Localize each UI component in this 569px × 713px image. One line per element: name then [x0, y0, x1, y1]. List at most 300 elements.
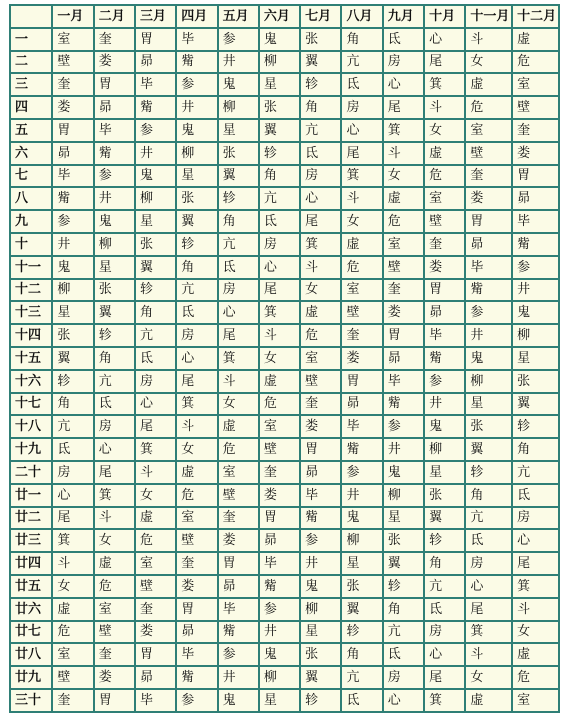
table-cell: 翼: [176, 210, 217, 233]
table-cell: 参: [218, 28, 259, 51]
table-cell: 危: [94, 575, 135, 598]
table-cell: 斗: [465, 643, 512, 666]
table-cell: 参: [341, 461, 382, 484]
table-cell: 箕: [341, 165, 382, 188]
table-cell: 房: [52, 461, 93, 484]
table-cell: 虚: [512, 643, 559, 666]
row-header-day: 十七: [10, 393, 52, 416]
table-cell: 毕: [512, 210, 559, 233]
table-row: [10, 393, 559, 416]
row-header-day: 廿五: [10, 575, 52, 598]
table-row: [10, 370, 559, 393]
table-cell: 壁: [176, 529, 217, 552]
table-cell: 轸: [218, 187, 259, 210]
table-cell: 轸: [300, 73, 341, 96]
table-cell: 亢: [135, 324, 176, 347]
table-cell: 氐: [341, 73, 382, 96]
table-row: [10, 96, 559, 119]
table-cell: 张: [259, 96, 300, 119]
table-cell: 参: [465, 301, 512, 324]
table-cell: 参: [176, 73, 217, 96]
table-cell: 尾: [341, 142, 382, 165]
table-cell: 角: [341, 28, 382, 51]
table-cell: 奎: [94, 28, 135, 51]
table-cell: 奎: [383, 279, 424, 302]
table-cell: 娄: [424, 256, 465, 279]
table-cell: 女: [176, 438, 217, 461]
table-cell: 斗: [465, 28, 512, 51]
table-cell: 斗: [52, 552, 93, 575]
table-row: [10, 507, 559, 530]
table-cell: 觜: [94, 142, 135, 165]
table-cell: 房: [259, 233, 300, 256]
table-cell: 角: [512, 438, 559, 461]
table-cell: 柳: [300, 598, 341, 621]
table-cell: 翼: [383, 552, 424, 575]
table-cell: 危: [259, 393, 300, 416]
table-cell: 昴: [218, 575, 259, 598]
table-cell: 鬼: [218, 73, 259, 96]
table-cell: 井: [341, 484, 382, 507]
table-cell: 心: [383, 689, 424, 712]
table-cell: 参: [383, 415, 424, 438]
lunar-mansion-table: [9, 4, 560, 713]
table-cell: 房: [135, 370, 176, 393]
table-cell: 斗: [135, 461, 176, 484]
table-cell: 氐: [465, 529, 512, 552]
table-cell: 参: [52, 210, 93, 233]
table-cell: 尾: [424, 666, 465, 689]
table-row: [10, 28, 559, 51]
row-header-day: 八: [10, 187, 52, 210]
table-cell: 觜: [52, 187, 93, 210]
table-cell: 房: [218, 279, 259, 302]
table-row: [10, 51, 559, 74]
table-cell: 觜: [135, 96, 176, 119]
table-cell: 壁: [259, 438, 300, 461]
table-cell: 壁: [424, 210, 465, 233]
table-cell: 斗: [259, 324, 300, 347]
table-cell: 鬼: [512, 301, 559, 324]
table-cell: 翼: [341, 598, 382, 621]
table-cell: 奎: [52, 689, 93, 712]
table-cell: 斗: [94, 507, 135, 530]
table-cell: 鬼: [300, 575, 341, 598]
table-cell: 亢: [465, 507, 512, 530]
table-cell: 胃: [424, 279, 465, 302]
table-cell: 心: [135, 393, 176, 416]
table-cell: 毕: [218, 598, 259, 621]
table-row: [10, 484, 559, 507]
table-cell: 室: [512, 73, 559, 96]
table-cell: 娄: [465, 187, 512, 210]
table-cell: 柳: [218, 96, 259, 119]
table-cell: 毕: [176, 643, 217, 666]
table-row: [10, 621, 559, 644]
table-cell: 尾: [300, 210, 341, 233]
table-cell: 室: [300, 347, 341, 370]
row-header-day: 一: [10, 28, 52, 51]
table-cell: 心: [259, 256, 300, 279]
table-cell: 星: [341, 552, 382, 575]
table-cell: 昴: [176, 621, 217, 644]
table-cell: 危: [512, 666, 559, 689]
table-cell: 张: [135, 233, 176, 256]
table-cell: 鬼: [135, 165, 176, 188]
table-cell: 鬼: [52, 256, 93, 279]
table-cell: 房: [176, 324, 217, 347]
table-cell: 张: [424, 484, 465, 507]
table-cell: 胃: [300, 438, 341, 461]
table-cell: 星: [52, 301, 93, 324]
table-cell: 星: [512, 347, 559, 370]
table-cell: 井: [424, 393, 465, 416]
table-cell: 毕: [52, 165, 93, 188]
table-row: [10, 461, 559, 484]
row-header-day: 廿七: [10, 621, 52, 644]
table-cell: 斗: [512, 598, 559, 621]
table-cell: 心: [300, 187, 341, 210]
table-cell: 室: [135, 552, 176, 575]
table-cell: 斗: [176, 415, 217, 438]
table-cell: 氐: [94, 393, 135, 416]
column-header-month: 五月: [218, 5, 259, 28]
table-cell: 心: [465, 575, 512, 598]
table-cell: 女: [94, 529, 135, 552]
table-cell: 亢: [218, 233, 259, 256]
table-cell: 箕: [94, 484, 135, 507]
table-cell: 星: [259, 689, 300, 712]
table-cell: 井: [218, 51, 259, 74]
table-cell: 房: [94, 415, 135, 438]
table-cell: 尾: [218, 324, 259, 347]
table-cell: 危: [300, 324, 341, 347]
table-cell: 柳: [52, 279, 93, 302]
table-cell: 氐: [424, 598, 465, 621]
column-header-month: 三月: [135, 5, 176, 28]
table-cell: 亢: [341, 51, 382, 74]
table-cell: 柳: [341, 529, 382, 552]
table-cell: 毕: [424, 324, 465, 347]
table-cell: 氐: [135, 347, 176, 370]
table-cell: 亢: [383, 621, 424, 644]
table-cell: 亢: [94, 370, 135, 393]
table-cell: 昴: [94, 96, 135, 119]
table-cell: 危: [424, 165, 465, 188]
table-cell: 昴: [341, 393, 382, 416]
column-header-month: 二月: [94, 5, 135, 28]
table-cell: 室: [52, 643, 93, 666]
table-cell: 室: [383, 233, 424, 256]
row-header-day: 五: [10, 119, 52, 142]
row-header-day: 二十: [10, 461, 52, 484]
table-cell: 昴: [424, 301, 465, 324]
table-cell: 轸: [424, 529, 465, 552]
table-cell: 娄: [52, 96, 93, 119]
table-cell: 娄: [176, 575, 217, 598]
table-cell: 娄: [300, 415, 341, 438]
table-row: [10, 575, 559, 598]
table-cell: 胃: [94, 689, 135, 712]
table-cell: 尾: [424, 51, 465, 74]
table-cell: 奎: [300, 393, 341, 416]
table-cell: 参: [176, 689, 217, 712]
table-row: [10, 347, 559, 370]
table-cell: 斗: [424, 96, 465, 119]
table-cell: 奎: [218, 507, 259, 530]
table-cell: 鬼: [259, 643, 300, 666]
table-cell: 昴: [465, 233, 512, 256]
table-cell: 角: [341, 643, 382, 666]
table-cell: 心: [52, 484, 93, 507]
table-cell: 壁: [135, 575, 176, 598]
table-cell: 鬼: [94, 210, 135, 233]
table-cell: 觜: [383, 393, 424, 416]
table-row: [10, 279, 559, 302]
table-cell: 昴: [135, 666, 176, 689]
table-cell: 毕: [341, 415, 382, 438]
table-cell: 柳: [512, 324, 559, 347]
table-row: [10, 165, 559, 188]
table-cell: 毕: [465, 256, 512, 279]
row-header-day: 廿一: [10, 484, 52, 507]
table-cell: 角: [383, 598, 424, 621]
table-cell: 尾: [52, 507, 93, 530]
table-cell: 星: [176, 165, 217, 188]
table-cell: 壁: [383, 256, 424, 279]
table-cell: 房: [383, 51, 424, 74]
table-cell: 壁: [512, 96, 559, 119]
table-header-row: [10, 5, 559, 28]
table-cell: 亢: [300, 119, 341, 142]
row-header-day: 十二: [10, 279, 52, 302]
table-cell: 尾: [135, 415, 176, 438]
table-cell: 昴: [259, 529, 300, 552]
row-header-day: 十三: [10, 301, 52, 324]
table-cell: 昴: [135, 51, 176, 74]
table-row: [10, 552, 559, 575]
table-cell: 翼: [135, 256, 176, 279]
table-cell: 参: [94, 165, 135, 188]
table-row: [10, 598, 559, 621]
row-header-day: 十五: [10, 347, 52, 370]
table-cell: 虚: [465, 73, 512, 96]
table-cell: 奎: [176, 552, 217, 575]
row-header-day: 四: [10, 96, 52, 119]
table-cell: 奎: [512, 119, 559, 142]
table-cell: 尾: [512, 552, 559, 575]
table-cell: 女: [465, 666, 512, 689]
table-cell: 危: [135, 529, 176, 552]
table-cell: 胃: [383, 324, 424, 347]
table-cell: 翼: [424, 507, 465, 530]
table-cell: 氐: [512, 484, 559, 507]
table-cell: 氐: [259, 210, 300, 233]
table-cell: 轸: [512, 415, 559, 438]
row-header-day: 廿八: [10, 643, 52, 666]
table-cell: 娄: [512, 142, 559, 165]
table-cell: 女: [383, 165, 424, 188]
table-cell: 虚: [512, 28, 559, 51]
column-header-month: 九月: [383, 5, 424, 28]
table-row: [10, 689, 559, 712]
table-cell: 氐: [218, 256, 259, 279]
table-cell: 室: [512, 689, 559, 712]
table-row: [10, 142, 559, 165]
table-cell: 斗: [383, 142, 424, 165]
table-cell: 氐: [383, 28, 424, 51]
table-cell: 鬼: [465, 347, 512, 370]
column-header-month: 一月: [52, 5, 93, 28]
table-cell: 昴: [300, 461, 341, 484]
table-cell: 娄: [383, 301, 424, 324]
table-row: [10, 324, 559, 347]
table-cell: 虚: [341, 233, 382, 256]
table-body: [10, 28, 559, 712]
table-cell: 觜: [424, 347, 465, 370]
table-cell: 毕: [135, 73, 176, 96]
table-cell: 鬼: [383, 461, 424, 484]
table-cell: 张: [465, 415, 512, 438]
table-row: [10, 415, 559, 438]
table-cell: 危: [465, 96, 512, 119]
table-cell: 觜: [341, 438, 382, 461]
table-cell: 胃: [135, 28, 176, 51]
table-row: [10, 666, 559, 689]
table-cell: 井: [176, 96, 217, 119]
table-cell: 觜: [465, 279, 512, 302]
column-header-month: 四月: [176, 5, 217, 28]
table-cell: 鬼: [259, 28, 300, 51]
table-cell: 角: [218, 210, 259, 233]
table-cell: 轸: [259, 142, 300, 165]
table-cell: 壁: [341, 301, 382, 324]
table-cell: 柳: [176, 142, 217, 165]
table-cell: 胃: [218, 552, 259, 575]
table-cell: 心: [341, 119, 382, 142]
table-cell: 角: [176, 256, 217, 279]
table-cell: 箕: [300, 233, 341, 256]
table-cell: 女: [424, 119, 465, 142]
table-cell: 毕: [176, 28, 217, 51]
table-cell: 箕: [465, 621, 512, 644]
table-cell: 鬼: [176, 119, 217, 142]
row-header-day: 二: [10, 51, 52, 74]
table-cell: 斗: [300, 256, 341, 279]
table-cell: 女: [465, 51, 512, 74]
table-cell: 壁: [218, 484, 259, 507]
table-cell: 箕: [52, 529, 93, 552]
table-cell: 房: [465, 552, 512, 575]
table-cell: 女: [341, 210, 382, 233]
table-cell: 翼: [52, 347, 93, 370]
table-cell: 柳: [465, 370, 512, 393]
table-cell: 氐: [383, 643, 424, 666]
table-cell: 虚: [218, 415, 259, 438]
table-cell: 心: [383, 73, 424, 96]
row-header-day: 三: [10, 73, 52, 96]
row-header-day: 六: [10, 142, 52, 165]
column-header-month: 十一月: [465, 5, 512, 28]
table-cell: 斗: [341, 187, 382, 210]
table-cell: 女: [52, 575, 93, 598]
table-cell: 室: [218, 461, 259, 484]
table-cell: 房: [512, 507, 559, 530]
table-cell: 角: [300, 96, 341, 119]
table-cell: 壁: [300, 370, 341, 393]
table-cell: 井: [512, 279, 559, 302]
table-cell: 鬼: [424, 415, 465, 438]
table-cell: 星: [383, 507, 424, 530]
table-cell: 轸: [52, 370, 93, 393]
table-cell: 翼: [94, 301, 135, 324]
table-cell: 危: [341, 256, 382, 279]
table-cell: 张: [300, 643, 341, 666]
table-cell: 张: [176, 187, 217, 210]
table-cell: 毕: [383, 370, 424, 393]
table-cell: 张: [341, 575, 382, 598]
table-cell: 奎: [52, 73, 93, 96]
row-header-day: 十四: [10, 324, 52, 347]
table-cell: 轸: [341, 621, 382, 644]
table-cell: 娄: [94, 51, 135, 74]
table-cell: 尾: [465, 598, 512, 621]
table-cell: 心: [512, 529, 559, 552]
table-cell: 胃: [512, 165, 559, 188]
row-header-day: 十: [10, 233, 52, 256]
table-row: [10, 643, 559, 666]
row-header-day: 三十: [10, 689, 52, 712]
table-cell: 觜: [176, 666, 217, 689]
table-cell: 亢: [424, 575, 465, 598]
table-cell: 昴: [383, 347, 424, 370]
table-cell: 轸: [300, 689, 341, 712]
row-header-day: 九: [10, 210, 52, 233]
table-cell: 井: [94, 187, 135, 210]
table-cell: 星: [259, 73, 300, 96]
table-cell: 井: [465, 324, 512, 347]
table-cell: 房: [341, 96, 382, 119]
table-cell: 尾: [94, 461, 135, 484]
table-cell: 娄: [259, 484, 300, 507]
table-cell: 毕: [94, 119, 135, 142]
table-cell: 箕: [383, 119, 424, 142]
table-row: [10, 210, 559, 233]
table-cell: 女: [512, 621, 559, 644]
table-cell: 张: [218, 142, 259, 165]
table-cell: 娄: [94, 666, 135, 689]
table-row: [10, 187, 559, 210]
column-header-month: 十二月: [512, 5, 559, 28]
table-row: [10, 529, 559, 552]
table-cell: 张: [94, 279, 135, 302]
table-cell: 虚: [176, 461, 217, 484]
table-cell: 娄: [218, 529, 259, 552]
table-cell: 箕: [218, 347, 259, 370]
table-cell: 尾: [259, 279, 300, 302]
table-cell: 奎: [341, 324, 382, 347]
table-cell: 柳: [259, 51, 300, 74]
table-cell: 翼: [259, 119, 300, 142]
table-row: [10, 438, 559, 461]
table-cell: 室: [52, 28, 93, 51]
table-cell: 柳: [135, 187, 176, 210]
table-cell: 虚: [383, 187, 424, 210]
table-cell: 室: [259, 415, 300, 438]
column-header-month: 六月: [259, 5, 300, 28]
table-cell: 斗: [218, 370, 259, 393]
table-cell: 胃: [341, 370, 382, 393]
